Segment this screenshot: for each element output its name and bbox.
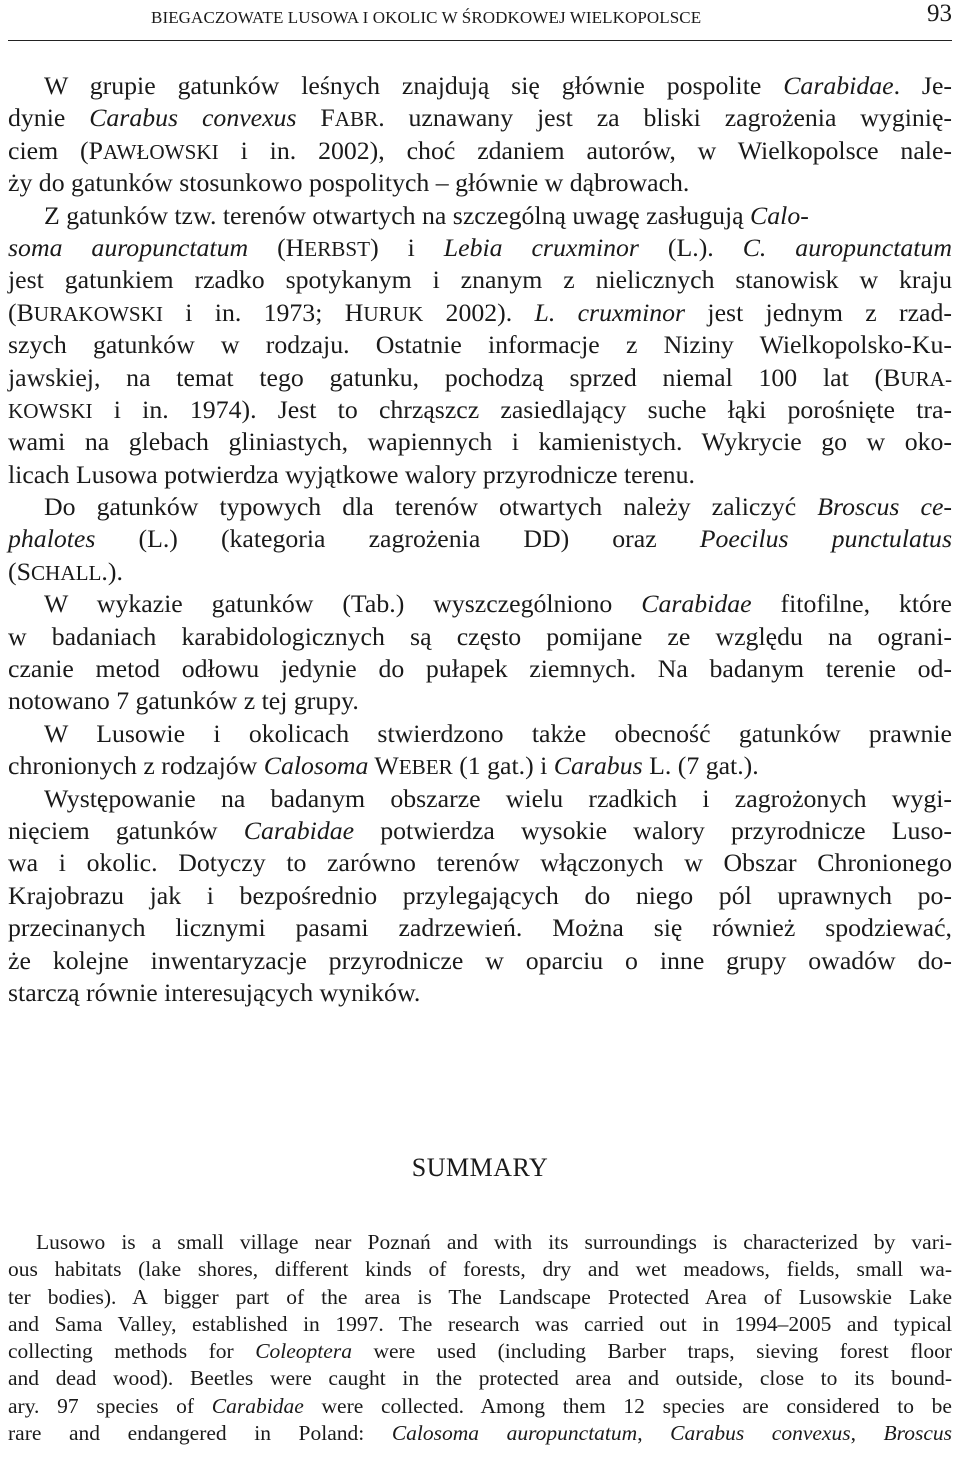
- text-run: że kolejne inwentaryzacje przyrodnicze w oparciu o inne grupy owadów do-: [8, 945, 952, 975]
- text-line: [8, 297, 952, 329]
- text-run: ciem (P: [8, 135, 103, 165]
- author-name: KOWSKI: [8, 398, 93, 423]
- text-run: jest gatunkiem rzadko spotykanym i znanym z nielicznych stanowisk w kraju: [8, 265, 952, 295]
- italic-term: Broscus ce-: [817, 492, 952, 522]
- text-line: [8, 394, 952, 426]
- text-line: [8, 523, 952, 555]
- text-run: (L.) (kategoria zagrożenia DD) oraz: [95, 524, 700, 554]
- text-run: rare and endangered in Poland:: [8, 1421, 392, 1446]
- text-line: [8, 426, 952, 458]
- italic-term: Carabus convexus: [670, 1421, 851, 1446]
- italic-term: Poecilus punctulatus: [699, 524, 952, 554]
- text-run: jest jednym z rzad-: [685, 297, 952, 327]
- summary-line: [8, 1365, 952, 1392]
- summary-line: [8, 1256, 952, 1283]
- italic-term: Carabus: [553, 751, 643, 781]
- text-run: W Lusowie i okolicach stwierdzono także obecność gatunków prawnie: [44, 718, 952, 748]
- text-run: W wykazie gatunków (Tab.) wyszczególniono: [44, 589, 642, 619]
- text-run: ous habitats (lake shores, different kinds of forests, dry and wet meadows, fields, small wa-: [8, 1257, 952, 1282]
- author-name: URAKOWSKI: [33, 301, 163, 326]
- italic-term: L. cruxminor: [534, 297, 686, 327]
- text-line: [8, 977, 952, 1009]
- summary-line: [8, 1338, 952, 1365]
- text-line: [8, 847, 952, 879]
- summary-line: [8, 1284, 952, 1311]
- text-run: chronionych z rodzajów: [8, 751, 264, 781]
- text-line: [8, 783, 952, 815]
- summary-heading: SUMMARY: [411, 1153, 549, 1182]
- text-line: [8, 329, 952, 361]
- text-run: (1 gat.) i: [452, 751, 554, 781]
- page-header: [8, 0, 952, 41]
- text-run: .).: [101, 556, 123, 586]
- text-run: were collected. Among them 12 species are considered to be: [303, 1393, 952, 1418]
- text-run: dynie: [8, 103, 90, 133]
- summary-line: [8, 1393, 952, 1420]
- text-line: [8, 362, 952, 394]
- text-run: 2002).: [423, 297, 535, 327]
- text-run: and Sama Valley, established in 1997. The research was carried out in 1994–2005 and typical: [8, 1311, 952, 1336]
- italic-term: Calosoma auropunctatum: [391, 1421, 638, 1446]
- author-name: URUK: [363, 301, 424, 326]
- summary-line: [8, 1420, 952, 1447]
- text-line: [8, 135, 952, 167]
- text-run: ) i: [370, 232, 444, 262]
- italic-term: C. auropunctatum: [742, 232, 952, 262]
- text-line: [8, 102, 952, 134]
- italic-term: Carabidae: [243, 815, 355, 845]
- text-run: Występowanie na badanym obszarze wielu rzadkich i zagrożonych wygi-: [44, 783, 952, 813]
- text-line: [8, 945, 952, 977]
- text-run: nięciem gatunków: [8, 815, 244, 845]
- text-line: [8, 556, 952, 588]
- text-run: potwierdza wysokie walory przyrodnicze Luso-: [354, 815, 952, 845]
- text-run: W grupie gatunków leśnych znajdują się głównie pospolite: [44, 71, 784, 100]
- italic-term: Carabidae: [211, 1393, 304, 1418]
- italic-term: Coleoptera: [255, 1339, 352, 1364]
- text-run: Do gatunków typowych dla terenów otwartych należy zaliczyć: [44, 492, 818, 522]
- text-line: [8, 588, 952, 620]
- text-run: ,: [637, 1421, 671, 1446]
- text-run: jawskiej, na temat tego gatunku, pochodzą sprzed niemal 100 lat (B: [8, 362, 901, 392]
- text-run: starczą równie interesujących wyników.: [8, 977, 421, 1007]
- text-run: (H: [248, 232, 305, 262]
- text-run: ,: [850, 1421, 884, 1446]
- italic-term: Broscus: [883, 1421, 953, 1446]
- author-name: CHALL: [30, 560, 102, 585]
- text-run: were used (including Barber traps, sieving forest floor: [351, 1339, 952, 1364]
- text-run: . Je-: [893, 71, 953, 100]
- text-run: . uznawany jest za bliski zagrożenia wyginię-: [378, 103, 952, 133]
- text-line: [8, 491, 952, 523]
- text-line: [8, 167, 952, 199]
- italic-term: soma auropunctatum: [8, 232, 249, 262]
- author-name: ABR: [334, 107, 379, 132]
- text-run: (L.).: [638, 232, 743, 262]
- text-run: notowano 7 gatunków z tej grupy.: [8, 686, 359, 716]
- text-run: collecting methods for: [8, 1339, 256, 1364]
- author-name: AWŁOWSKI: [102, 139, 219, 164]
- text-run: i in. 1973; H: [162, 297, 364, 327]
- text-line: [8, 880, 952, 912]
- text-run: wa i okolic. Dotyczy to zarówno terenów włączonych w Obszar Chronionego: [8, 848, 952, 878]
- text-line: [8, 815, 952, 847]
- italic-term: phalotes: [8, 524, 96, 554]
- author-name: ERBST: [304, 236, 371, 261]
- text-run: fitofilne, które: [751, 589, 952, 619]
- text-line: [8, 750, 952, 782]
- summary-text: [8, 1229, 952, 1447]
- text-run: przecinanych licznymi pasami zadrzewień. Można się również spodziewać,: [8, 913, 952, 943]
- text-run: W: [368, 751, 399, 781]
- text-run: Lusowo is a small village near Poznań and with its surroundings is characterized by vari-: [36, 1230, 952, 1254]
- text-line: [8, 621, 952, 653]
- text-run: Krajobrazu jak i bezpośrednio przylegających do niego pól uprawnych po-: [8, 880, 952, 910]
- main-text: [8, 70, 952, 1009]
- author-name: EBER: [398, 755, 453, 780]
- text-run: F: [296, 103, 335, 133]
- text-run: i in. 2002), choć zdaniem autorów, w Wielkopolsce nale-: [218, 135, 952, 165]
- italic-term: Calosoma: [263, 751, 369, 781]
- text-run: szych gatunków w rodzaju. Ostatnie informacje z Niziny Wielkopolsko-Ku-: [8, 330, 952, 360]
- summary-line: [8, 1311, 952, 1338]
- italic-term: Lebia cruxminor: [443, 232, 639, 262]
- text-run: i in. 1974). Jest to chrząszcz zasiedlający suche łąki porośnięte tra-: [92, 394, 952, 424]
- text-run: (B: [8, 297, 34, 327]
- text-line: [8, 264, 952, 296]
- italic-term: Carabus convexus: [89, 103, 297, 133]
- text-line: [8, 232, 952, 264]
- author-name: URA-: [900, 366, 952, 391]
- text-run: (S: [8, 556, 31, 586]
- italic-term: Calo-: [750, 200, 809, 230]
- running-head: BIEGACZOWATE LUSOWA I OKOLIC W ŚRODKOWEJ WIELKOPOLSCE: [151, 8, 702, 27]
- text-run: Z gatunków tzw. terenów otwartych na szczególną uwagę zasługują: [44, 200, 751, 230]
- text-run: ter bodies). A bigger part of the area is The Landscape Protected Area of Lusowskie Lake: [8, 1284, 952, 1309]
- text-line: [8, 200, 952, 232]
- text-line: [8, 718, 952, 750]
- text-line: [8, 459, 952, 491]
- text-run: czanie metod odłowu jedynie do pułapek ziemnych. Na badanym terenie od-: [8, 654, 952, 684]
- text-run: L. (7 gat.).: [642, 751, 759, 781]
- page-number: 93: [927, 0, 952, 27]
- text-run: wami na glebach gliniastych, wapiennych i kamienistych. Wykrycie go w oko-: [8, 427, 952, 457]
- text-run: ży do gatunków stosunkowo pospolitych – głównie w dąbrowach.: [8, 168, 690, 198]
- text-run: licach Lusowa potwierdza wyjątkowe walory przyrodnicze terenu.: [8, 459, 695, 489]
- italic-term: Carabidae: [783, 71, 894, 100]
- summary-line: [8, 1229, 952, 1256]
- text-line: [8, 685, 952, 717]
- text-line: [8, 912, 952, 944]
- text-run: and dead wood). Beetles were caught in the protected area and outside, close to its bound-: [8, 1366, 952, 1391]
- italic-term: Carabidae: [641, 589, 752, 619]
- text-run: ary. 97 species of: [8, 1393, 212, 1418]
- text-line: [8, 70, 952, 102]
- text-line: [8, 653, 952, 685]
- text-run: w badaniach karabidologicznych są często pomijane ze względu na ograni-: [8, 621, 952, 651]
